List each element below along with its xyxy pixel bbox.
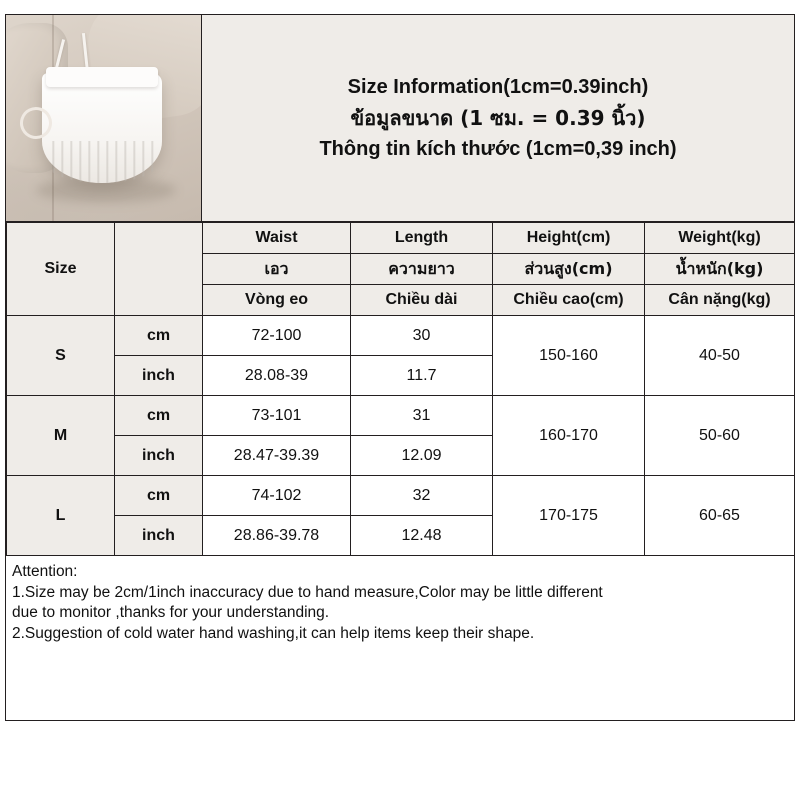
header-length-en: Length [351,223,493,254]
header-waist-th: เอว [203,254,351,285]
header-height-en: Height(cm) [493,223,645,254]
s-waist-inch: 28.08-39 [203,356,351,396]
table-header-row-en [7,223,795,254]
m-height: 160-170 [493,396,645,476]
s-height: 150-160 [493,316,645,396]
measurements-table [6,222,795,556]
unit-header-cell [115,223,203,316]
header-weight-th: น้ำหนัก(kg) [645,254,795,285]
unit-cm-l: cm [115,476,203,516]
header-length-vi: Chiều dài [351,285,493,316]
product-photo [6,15,202,221]
unit-cm-s: cm [115,316,203,356]
s-length-cm: 30 [351,316,493,356]
s-weight: 40-50 [645,316,795,396]
title-thai: ข้อมูลขนาด (1 ซม. = 0.39 นิ้ว) [350,105,646,130]
unit-inch-s: inch [115,356,203,396]
title-vietnamese: Thông tin kích thước (1cm=0,39 inch) [319,137,677,160]
m-weight: 50-60 [645,396,795,476]
header-band [6,15,794,222]
table-row [7,396,795,436]
header-waist-en: Waist [203,223,351,254]
l-waist-cm: 74-102 [203,476,351,516]
skirt-waistband [46,67,158,87]
header-weight-en: Weight(kg) [645,223,795,254]
l-length-cm: 32 [351,476,493,516]
size-chart-container [5,14,795,721]
skirt-body [42,73,162,183]
row-size-l: L [7,476,115,556]
s-waist-cm: 72-100 [203,316,351,356]
unit-cm-m: cm [115,396,203,436]
m-length-cm: 31 [351,396,493,436]
l-waist-inch: 28.86-39.78 [203,516,351,556]
header-height-th: ส่วนสูง(cm) [493,254,645,285]
l-length-inch: 12.48 [351,516,493,556]
m-length-inch: 12.09 [351,436,493,476]
header-weight-vi: Cân nặng(kg) [645,285,795,316]
m-waist-inch: 28.47-39.39 [203,436,351,476]
header-length-th: ความยาว [351,254,493,285]
s-length-inch: 11.7 [351,356,493,396]
unit-inch-l: inch [115,516,203,556]
table-row [7,316,795,356]
size-header-cell: Size [7,223,115,316]
l-weight: 60-65 [645,476,795,556]
title-block [202,15,794,221]
row-size-s: S [7,316,115,396]
l-height: 170-175 [493,476,645,556]
header-height-vi: Chiều cao(cm) [493,285,645,316]
table-row [7,476,795,516]
m-waist-cm: 73-101 [203,396,351,436]
title-english: Size Information(1cm=0.39inch) [347,75,649,98]
attention-block [6,556,794,648]
header-waist-vi: Vòng eo [203,285,351,316]
unit-inch-m: inch [115,436,203,476]
row-size-m: M [7,396,115,476]
attention-line-3: 2.Suggestion of cold water hand washing,it can help items keep their shape. [12,624,535,642]
attention-heading: Attention: [12,563,78,580]
attention-line-1: 1.Size may be 2cm/1inch inaccuracy due to hand measure,Color may be little different [12,583,603,601]
attention-line-2: due to monitor ,thanks for your understanding. [12,604,330,622]
